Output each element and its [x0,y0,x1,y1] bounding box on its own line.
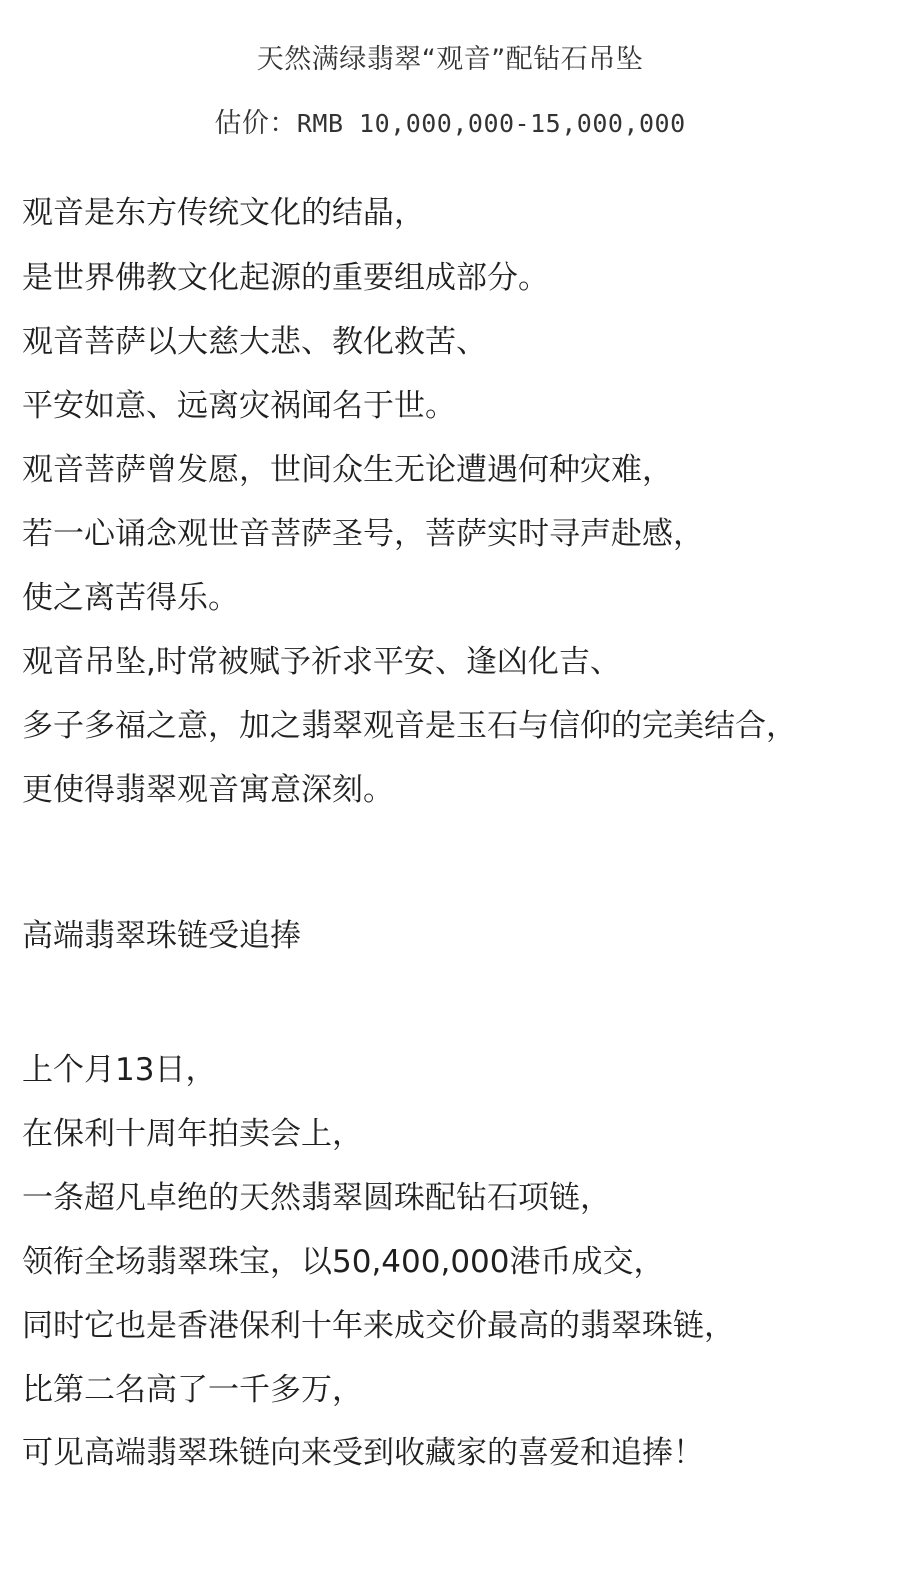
text-line: 更使得翡翠观音寓意深刻。 [22,772,394,808]
section-heading: 高端翡翠珠链受追捧 [22,918,301,954]
estimate-value: RMB 10,000,000-15,000,000 [296,109,686,138]
text-line: 同时它也是香港保利十年来成交价最高的翡翠珠链， [22,1308,735,1344]
text-line: 若一心诵念观世音菩萨圣号，菩萨实时寻声赴感， [22,516,704,552]
text-line: 是世界佛教文化起源的重要组成部分。 [22,260,549,296]
text-line: 上个月13日， [22,1052,217,1088]
text-line: 可见高端翡翠珠链向来受到收藏家的喜爱和追捧！ [22,1435,704,1471]
estimate-label: 估价： [214,108,297,139]
text-line: 观音是东方传统文化的结晶， [22,195,425,231]
text-line: 一条超凡卓绝的天然翡翠圆珠配钻石项链， [22,1180,611,1216]
text-line: 观音吊坠,时常被赋予祈求平安、逢凶化吉、 [22,644,621,680]
item-title: 天然满绿翡翠“观音”配钻石吊坠 [256,44,644,75]
text-line: 在保利十周年拍卖会上， [22,1116,363,1152]
text-line: 观音菩萨以大慈大悲、教化救苦、 [22,324,487,360]
text-line: 使之离苦得乐。 [22,580,239,616]
text-line: 平安如意、远离灾祸闻名于世。 [22,388,456,424]
text-line: 多子多福之意，加之翡翠观音是玉石与信仰的完美结合， [22,708,797,744]
text-line: 领衔全场翡翠珠宝，以50,400,000港币成交， [22,1244,665,1280]
estimate-price [0,106,900,142]
text-line: 比第二名高了一千多万， [22,1372,363,1408]
text-line: 观音菩萨曾发愿，世间众生无论遭遇何种灾难， [22,452,673,488]
